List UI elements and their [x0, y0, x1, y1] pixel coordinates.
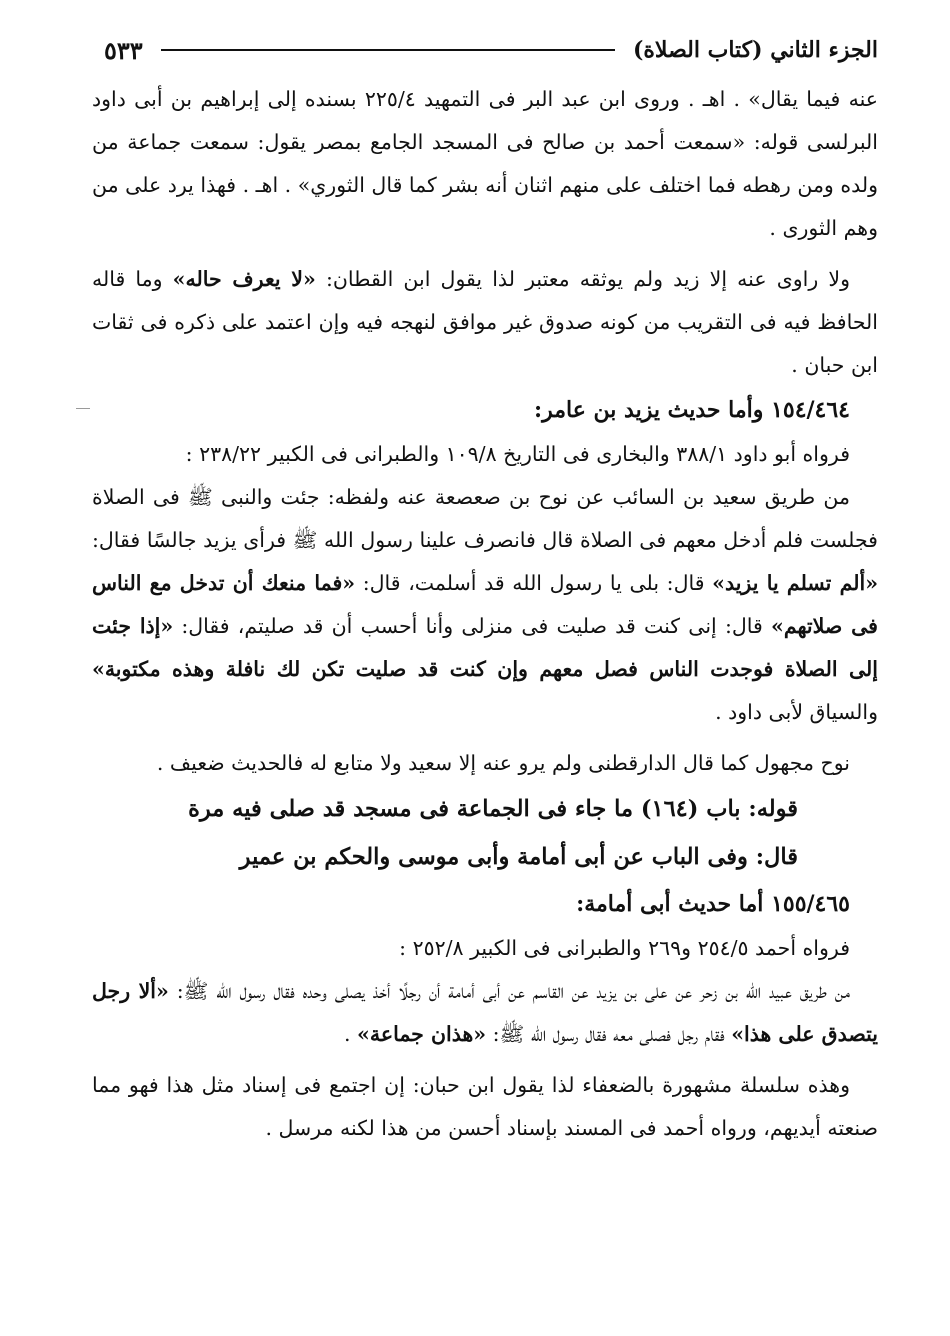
hadith-heading-464: ١٥٤/٤٦٤ وأما حديث يزيد بن عامر:	[533, 397, 850, 423]
paragraph-ibn-al-qattan	[92, 258, 878, 387]
text-run: قال: إنى كنت قد صليت فى منزلى وأنا أحسب أن قد صليتم، فقال:	[173, 614, 772, 638]
verdict-465: وهذه سلسلة مشهورة بالضعفاء لذا يقول ابن حبان: إن اجتمع فى إسناد مثل هذا فهو مما صنعته أيديهم، ورواه أحمد فى المسند بإسناد أحسن من هذا لكنه مرسل .	[92, 1073, 878, 1140]
text-run: والسياق لأبى داود .	[715, 700, 878, 724]
quote-bold: «ألم تسلم يا يزيد»	[712, 571, 879, 595]
quote-bold: «ألا رجل يتصدق على هذا»	[92, 979, 878, 1046]
text-run: فقام رجل فصلى معه فقال رسول الله ﷺ:	[486, 1022, 732, 1046]
text-run: وما قاله الحافظ فيه فى التقريب من كونه صدوق غير موافق لنهجه فيه وإن اعتمد على ذكره فى ثقات ابن حبان .	[92, 267, 878, 377]
quote-bold: «فما منعك أن تدخل مع الناس فى صلاتهم»	[92, 571, 878, 638]
paragraph-ibn-abd-al-barr: عنه فيما يقال» . اهـ . وروى ابن عبد البر فى التمهيد ٢٢٥/٤ بسنده إلى إبراهيم بن أبى داود البرلسى قوله: «سمعت أحمد بن صالح فى المسجد الجامع بمصر يقول: سمعت جماعة من ولده ومن رهطه فما اختلف على منهم اثنان أنه بشر كما قال الثوري» . اهـ . فهذا يرد على من وهم الثورى .	[92, 87, 878, 240]
text-run: .	[343, 1022, 358, 1046]
page-number: ٥٣٣	[104, 35, 143, 65]
chapter-title-qala: قال: وفى الباب عن أبى أمامة وأبى موسى والحكم بن عمير	[239, 844, 798, 870]
scan-mark	[76, 408, 90, 409]
quote-bold: «هذان جماعة»	[357, 1022, 487, 1046]
quote-bold: «إذا جئت إلى الصلاة فوجدت الناس فصل معهم وإن كنت قد صليت تكن لك نافلة وهذه مكتوبة»	[92, 614, 878, 681]
sources-465: فرواه أحمد ٢٥٤/٥ و٢٦٩ والطبرانى فى الكبير ٢٥٢/٨ :	[399, 936, 850, 960]
text-run: ولا راوى عنه إلا زيد ولم يوثقه معتبر لذا يقول ابن القطان:	[315, 267, 850, 291]
text-run: قال: بلى يا رسول الله قد أسلمت، قال:	[355, 571, 713, 595]
verdict-464: نوح مجهول كما قال الدارقطنى ولم يرو عنه إلا سعيد ولا متابع له فالحديث ضعيف .	[156, 751, 850, 775]
text-run: من طريق عبيد الله بن زحر عن على بن يزيد عن القاسم عن أبى أمامة أن رجلًا أخذ يصلى وحده فقال رسول الله ﷺ:	[168, 979, 851, 1003]
hadith-text-465	[92, 970, 878, 1056]
running-title: الجزء الثاني (كتاب الصلاة)	[633, 37, 878, 63]
hadith-text-464	[92, 476, 878, 734]
quote-bold: «لا يعرف حاله»	[172, 267, 316, 291]
hadith-heading-465: ١٥٥/٤٦٥ أما حديث أبى أمامة:	[576, 891, 850, 917]
chapter-title-qawl: قوله: باب (١٦٤) ما جاء فى الجماعة فى مسجد قد صلى فيه مرة	[188, 796, 798, 822]
header-rule	[161, 49, 615, 51]
page-header	[92, 30, 878, 70]
text-run: من طريق سعيد بن السائب عن نوح بن صعصعة عنه ولفظه: جئت والنبى ﷺ فى الصلاة فجلست فلم أدخل معهم فى الصلاة قال فانصرف علينا رسول الله ﷺ فرأى يزيد جالسًا فقال:	[92, 485, 878, 552]
book-page	[92, 30, 878, 1316]
sources-464: فرواه أبو داود ٣٨٨/١ والبخارى فى التاريخ ١٠٩/٨ والطبرانى فى الكبير ٢٣٨/٢٢ :	[185, 442, 850, 466]
